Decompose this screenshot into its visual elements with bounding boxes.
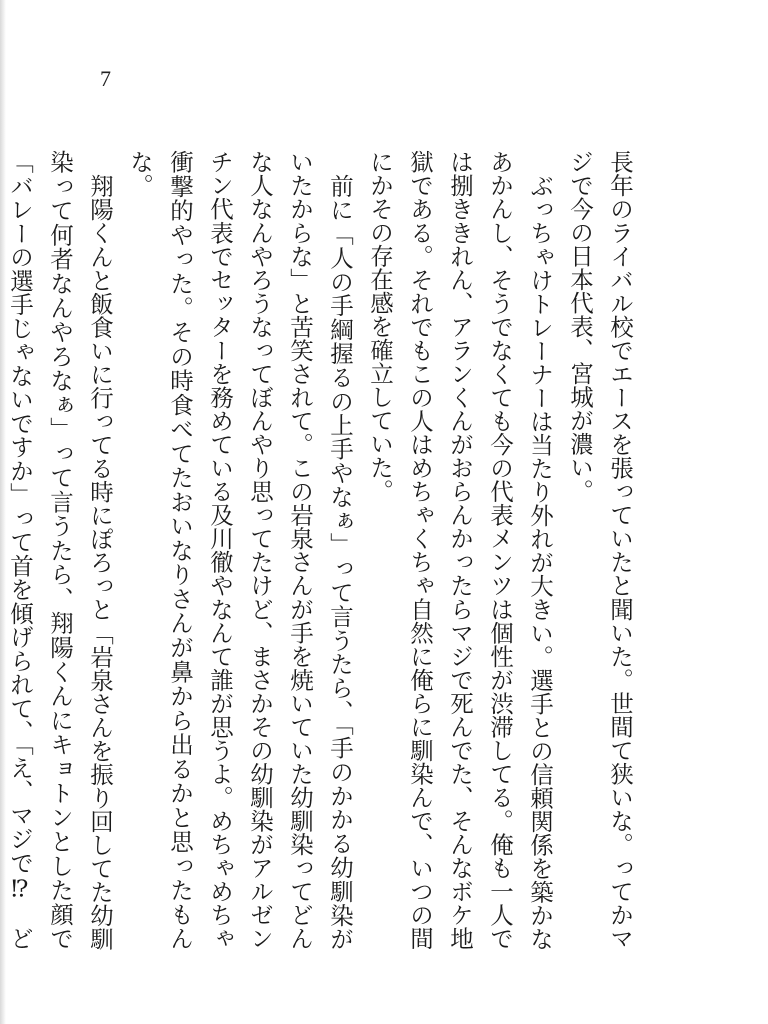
paragraph-2: ぶっちゃけトレーナーは当たり外れが大きい。選手との信頼関係を築かなあかんし、そうでなくても今の代表メンツは個性が渋滞してる。俺も一人では捌ききれん、アランくんがおらんかったらマジで死んでた、そんなボケ地獄である。それでもこの人はめちゃくちゃ自然に俺らに馴染んで、いつの間にかその存在感を確立していた。 xyxy=(366,150,554,950)
paragraph-1: 長年のライバル校でエースを張っていたと聞いた。世間て狭いな。ってかマジで今の日本代表、宮城が濃い。 xyxy=(566,150,634,950)
paragraph-3: 前に「人の手綱握るの上手やなぁ」って言うたら、「手のかかる幼馴染がいたからな」と苦笑されて。この岩泉さんが手を焼いていた幼馴染ってどんな人なんやろうなってぼんやり思ってたけど、まさかその幼馴染がアルゼンチン代表でセッターを務めている及川徹やなんて誰が思うよ。めちゃめちゃ衝撃的やった。その時食べてたおいなりさんが鼻から出るかと思ったもんな。 xyxy=(126,150,354,951)
vertical-body-text xyxy=(0,150,640,950)
page-number: 7 xyxy=(100,66,111,91)
paragraph-4: 翔陽くんと飯食いに行ってる時にぽろっと「岩泉さんを振り回してた幼馴染って何者なんやろなぁ」って言うたら、翔陽くんにキョトンとした顔で「バレーの選手じゃないですか」って首を傾げられて、「え、マジで⁉ ど xyxy=(6,150,114,950)
